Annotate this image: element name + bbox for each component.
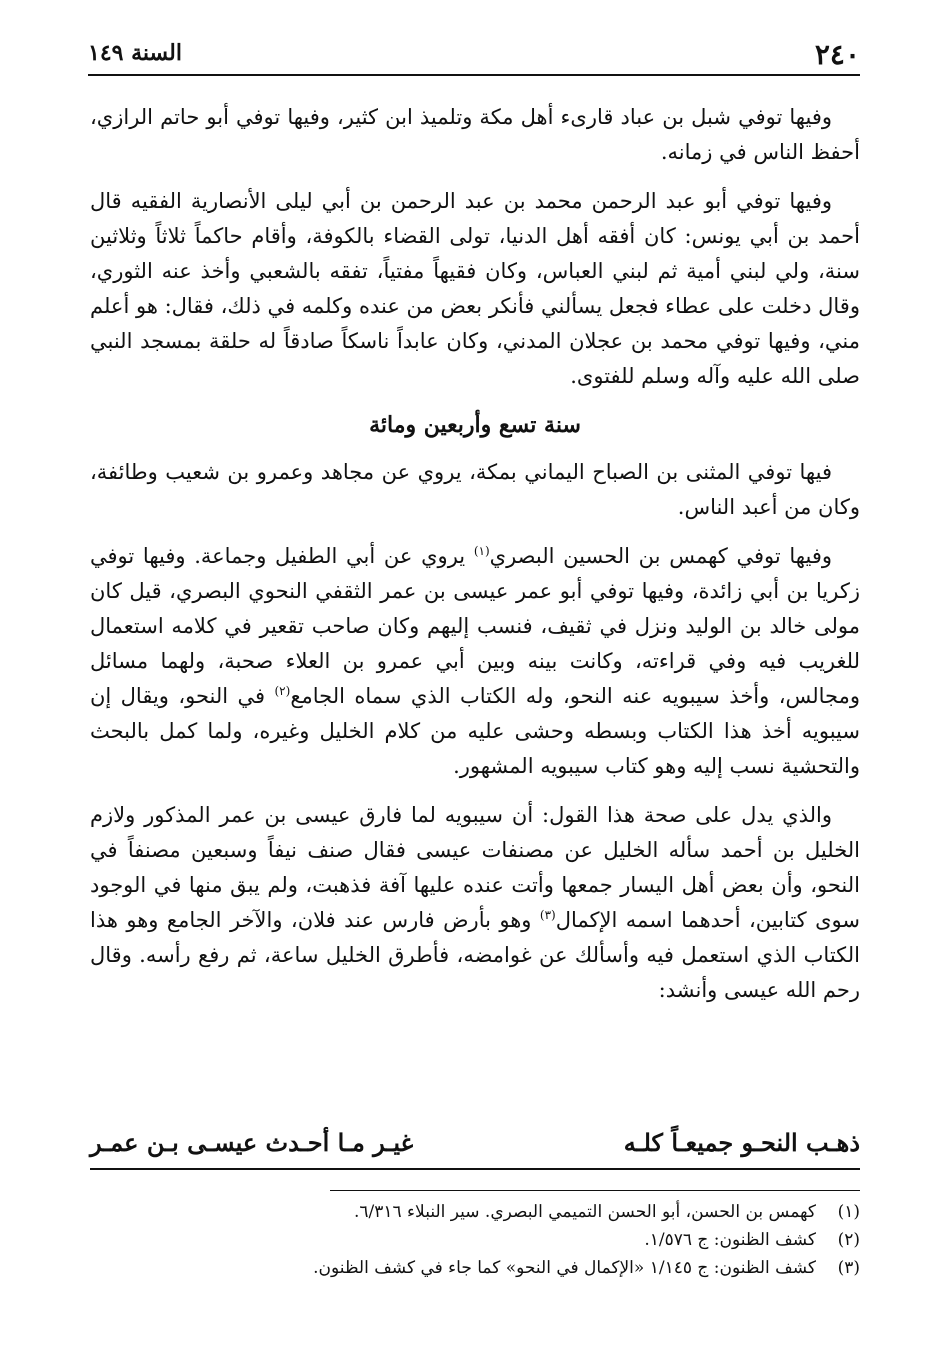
- verse-second-hemistich: غيـر مـا أحـدث عيسـى بـن عمـر: [90, 1128, 414, 1157]
- footnote-text: كشف الظنون: ج ١/١٤٥ «الإكمال في النحو» كما جاء في كشف الظنون.: [313, 1258, 816, 1278]
- verse-first-hemistich: ذهـب النحـو جميعـاً كلـه: [623, 1128, 860, 1157]
- footnote-ref-1: (١): [473, 544, 490, 558]
- footnote-ref-3: (٣): [539, 908, 556, 922]
- running-title: السنة ١٤٩: [88, 40, 182, 66]
- footnotes: [90, 1198, 860, 1282]
- footnote-1: [90, 1198, 860, 1226]
- paragraph-4-text-c: في النحو، ويقال إن سيبويه أخذ هذا الكتاب وبسطه وحشى عليه من كلام الخليل وغيره، ولما كمل بالبحث والتحشية نسب إليه وهو كتاب سيبويه المشهور.: [90, 684, 860, 778]
- section-heading: سنة تسع وأربعين ومائة: [369, 412, 581, 438]
- footnote-number: (١): [837, 1202, 860, 1222]
- header-rule: [88, 74, 860, 76]
- paragraph-4-text-a: وفيها توفي كهمس بن الحسين البصري: [489, 544, 833, 568]
- paragraph-2: وفيها توفي أبو عبد الرحمن محمد بن عبد الرحمن بن أبي ليلى الأنصارية الفقيه قال أحمد بن أبي يونس: كان أفقه أهل الدنيا، تولى القضاء بالكوفة، وأقام حاكماً ثلاثاً وثلاثين سنة، ولي لبني أمية ثم لبني العباس، وكان فقيهاً مفتياً، تفقه بالشعبي وأخذ عنه الثوري، وقال دخلت على عطاء فجعل يسألني فأنكر بعض من عنده وكلمه في ذلك، فقال: هو أعلم مني، وفيها توفي محمد بن عجلان المدني، وكان عابداً ناسكاً صادقاً له حلقة بمسجد النبي صلى الله عليه وآله وسلم للفتوى.: [90, 189, 860, 388]
- footnote-2: [90, 1226, 860, 1254]
- body-text: [90, 100, 860, 1022]
- footnote-text: كشف الظنون: ج ١/٥٧٦.: [644, 1230, 816, 1250]
- paragraph-3: فيها توفي المثنى بن الصباح اليماني بمكة، يروي عن مجاهد وعمرو بن شعيب وطائفة، وكان من أعبد الناس.: [90, 460, 860, 519]
- footnote-number: (٣): [837, 1258, 860, 1278]
- page-header: [88, 34, 860, 74]
- footnote-3: [90, 1254, 860, 1282]
- paragraph-5-text-b: وهو بأرض فارس عند فلان، والآخر الجامع وهو هذا الكتاب الذي استعمل فيه وأسألك عن غوامضه، فأطرق الخليل ساعة، ثم رفع رأسه. وقال رحم الله عيسى وأنشد:: [90, 908, 860, 1002]
- footnote-number: (٢): [837, 1230, 860, 1250]
- poetry-verse: [90, 1128, 860, 1170]
- paragraph-4: [90, 539, 860, 784]
- paragraph-4-text-b: يروي عن أبي الطفيل وجماعة. وفيها توفي زكريا بن أبي زائدة، وفيها توفي أبو عمر عيسى بن عمر الثقفي النحوي البصري، قيل كان مولى خالد بن الوليد ونزل في ثقيف، فنسب إليهم وكان صاحب تقعير في كلامه استعمال للغريب فيه وفي قراءته، وكانت بينه وبين أبي عمرو بن العلاء صحبة، ولهما مسائل ومجالس، وأخذ سيبويه عنه النحو، وله الكتاب الذي سماه الجامع: [90, 544, 860, 708]
- paragraph-1: وفيها توفي شبل بن عباد قارىء أهل مكة وتلميذ ابن كثير، وفيها توفي أبو حاتم الرازي، أحفظ الناس في زمانه.: [90, 105, 860, 164]
- footnote-ref-2: (٢): [274, 684, 291, 698]
- page-number: ٢٤٠: [814, 38, 860, 71]
- paragraph-5-text-a: والذي يدل على صحة هذا القول: أن سيبويه لما فارق عيسى بن عمر المذكور ولازم الخليل بن أحمد سأله الخليل عن مصنفات عيسى فقال صنف نيفاً وسبعين مصنفاً في النحو، وأن بعض أهل اليسار جمعها وأتت عنده عليها آفة فذهبت، ولم يبق منها في الوجود سوى كتابين، أحدهما اسمه الإكمال: [90, 803, 860, 932]
- footnote-rule: [330, 1190, 860, 1191]
- footnote-text: كهمس بن الحسن، أبو الحسن التميمي البصري. سير النبلاء ٦/٣١٦.: [353, 1202, 816, 1222]
- paragraph-5: [90, 798, 860, 1008]
